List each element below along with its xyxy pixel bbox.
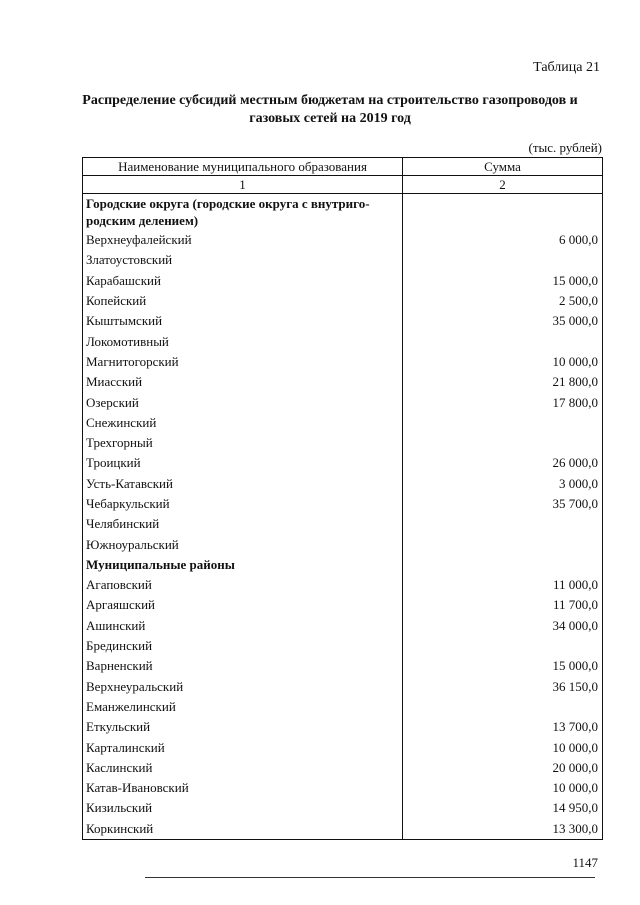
- column-number-name: 1: [83, 176, 403, 194]
- amount-cell: [403, 433, 603, 453]
- amount-cell: 36 150,0: [403, 677, 603, 697]
- table-row: [83, 372, 603, 392]
- column-number-row: [83, 176, 603, 194]
- footer-rule: [145, 877, 595, 878]
- table-row: [83, 250, 603, 270]
- municipality-name: Катав-Ивановский: [83, 778, 403, 798]
- amount-cell: 11 700,0: [403, 595, 603, 615]
- amount-cell: 35 000,0: [403, 311, 603, 331]
- amount-cell: 26 000,0: [403, 453, 603, 473]
- municipality-name: Карабашский: [83, 271, 403, 291]
- municipality-name: Верхнеуфалейский: [83, 230, 403, 250]
- table-row: [83, 453, 603, 473]
- title-line-1: Распределение субсидий местным бюджетам на строительство газопроводов и: [82, 93, 578, 108]
- municipality-name: Верхнеуральский: [83, 677, 403, 697]
- table-row: [83, 230, 603, 250]
- table-row: [83, 514, 603, 534]
- municipality-name: Усть-Катавский: [83, 474, 403, 494]
- municipality-name: Чебаркульский: [83, 494, 403, 514]
- municipality-name: Миасский: [83, 372, 403, 392]
- municipality-name: Челябинский: [83, 514, 403, 534]
- table-row: [83, 291, 603, 311]
- section-title: Муниципальные районы: [83, 555, 403, 575]
- table-row: [83, 413, 603, 433]
- table-body: [83, 194, 603, 840]
- table-number-label: Таблица 21: [533, 60, 600, 75]
- municipality-name: Агаповский: [83, 575, 403, 595]
- table-row: [83, 352, 603, 372]
- table-row: [83, 697, 603, 717]
- amount-cell: [403, 555, 603, 575]
- section-header-row: [83, 194, 603, 231]
- table-row: [83, 758, 603, 778]
- table-row: [83, 494, 603, 514]
- table-row: [83, 737, 603, 757]
- amount-cell: 10 000,0: [403, 778, 603, 798]
- amount-cell: 2 500,0: [403, 291, 603, 311]
- amount-cell: 34 000,0: [403, 616, 603, 636]
- amount-cell: 11 000,0: [403, 575, 603, 595]
- amount-cell: 13 300,0: [403, 819, 603, 840]
- amount-cell: [403, 697, 603, 717]
- section-title: Городские округа (городские округа с внутриго-родским делением): [83, 194, 403, 231]
- amount-cell: 6 000,0: [403, 230, 603, 250]
- amount-cell: 21 800,0: [403, 372, 603, 392]
- table-row: [83, 271, 603, 291]
- amount-cell: [403, 413, 603, 433]
- table-row: [83, 677, 603, 697]
- municipality-name: Южноуральский: [83, 534, 403, 554]
- municipality-name: Каслинский: [83, 758, 403, 778]
- municipality-name: Озерский: [83, 392, 403, 412]
- table-row: [83, 474, 603, 494]
- municipality-name: Локомотивный: [83, 331, 403, 351]
- municipality-name: Трехгорный: [83, 433, 403, 453]
- amount-cell: 10 000,0: [403, 737, 603, 757]
- municipality-name: Троицкий: [83, 453, 403, 473]
- header-row: [83, 158, 603, 176]
- table-row: [83, 798, 603, 818]
- amount-cell: [403, 534, 603, 554]
- document-title: [60, 92, 600, 128]
- amount-cell: 13 700,0: [403, 717, 603, 737]
- amount-cell: 35 700,0: [403, 494, 603, 514]
- column-header-amount: Сумма: [403, 158, 603, 176]
- table-row: [83, 819, 603, 840]
- municipality-name: Кыштымский: [83, 311, 403, 331]
- municipality-name: Еманжелинский: [83, 697, 403, 717]
- page-number: 1147: [572, 855, 598, 870]
- municipality-name: Карталинский: [83, 737, 403, 757]
- municipality-name: Златоустовский: [83, 250, 403, 270]
- municipality-name: Снежинский: [83, 413, 403, 433]
- amount-cell: 15 000,0: [403, 656, 603, 676]
- amount-cell: [403, 514, 603, 534]
- municipality-name: Копейский: [83, 291, 403, 311]
- table-row: [83, 616, 603, 636]
- amount-cell: [403, 636, 603, 656]
- units-note: (тыс. рублей): [528, 140, 602, 155]
- subsidy-table: [82, 157, 603, 840]
- section-header-row: [83, 555, 603, 575]
- column-header-name: Наименование муниципального образования: [83, 158, 403, 176]
- table-row: [83, 778, 603, 798]
- municipality-name: Магнитогорский: [83, 352, 403, 372]
- table-row: [83, 331, 603, 351]
- table-row: [83, 595, 603, 615]
- amount-cell: 3 000,0: [403, 474, 603, 494]
- table-row: [83, 433, 603, 453]
- table-row: [83, 717, 603, 737]
- municipality-name: Брединский: [83, 636, 403, 656]
- table-row: [83, 534, 603, 554]
- municipality-name: Кизильский: [83, 798, 403, 818]
- municipality-name: Варненский: [83, 656, 403, 676]
- title-line-2: газовых сетей на 2019 год: [249, 111, 411, 126]
- table-row: [83, 575, 603, 595]
- amount-cell: [403, 250, 603, 270]
- amount-cell: 20 000,0: [403, 758, 603, 778]
- amount-cell: 15 000,0: [403, 271, 603, 291]
- amount-cell: 17 800,0: [403, 392, 603, 412]
- column-number-amount: 2: [403, 176, 603, 194]
- municipality-name: Ашинский: [83, 616, 403, 636]
- table-row: [83, 311, 603, 331]
- amount-cell: 10 000,0: [403, 352, 603, 372]
- table-row: [83, 392, 603, 412]
- table-row: [83, 656, 603, 676]
- amount-cell: [403, 331, 603, 351]
- municipality-name: Еткульский: [83, 717, 403, 737]
- amount-cell: 14 950,0: [403, 798, 603, 818]
- amount-cell: [403, 194, 603, 231]
- municipality-name: Аргаяшский: [83, 595, 403, 615]
- table-row: [83, 636, 603, 656]
- municipality-name: Коркинский: [83, 819, 403, 840]
